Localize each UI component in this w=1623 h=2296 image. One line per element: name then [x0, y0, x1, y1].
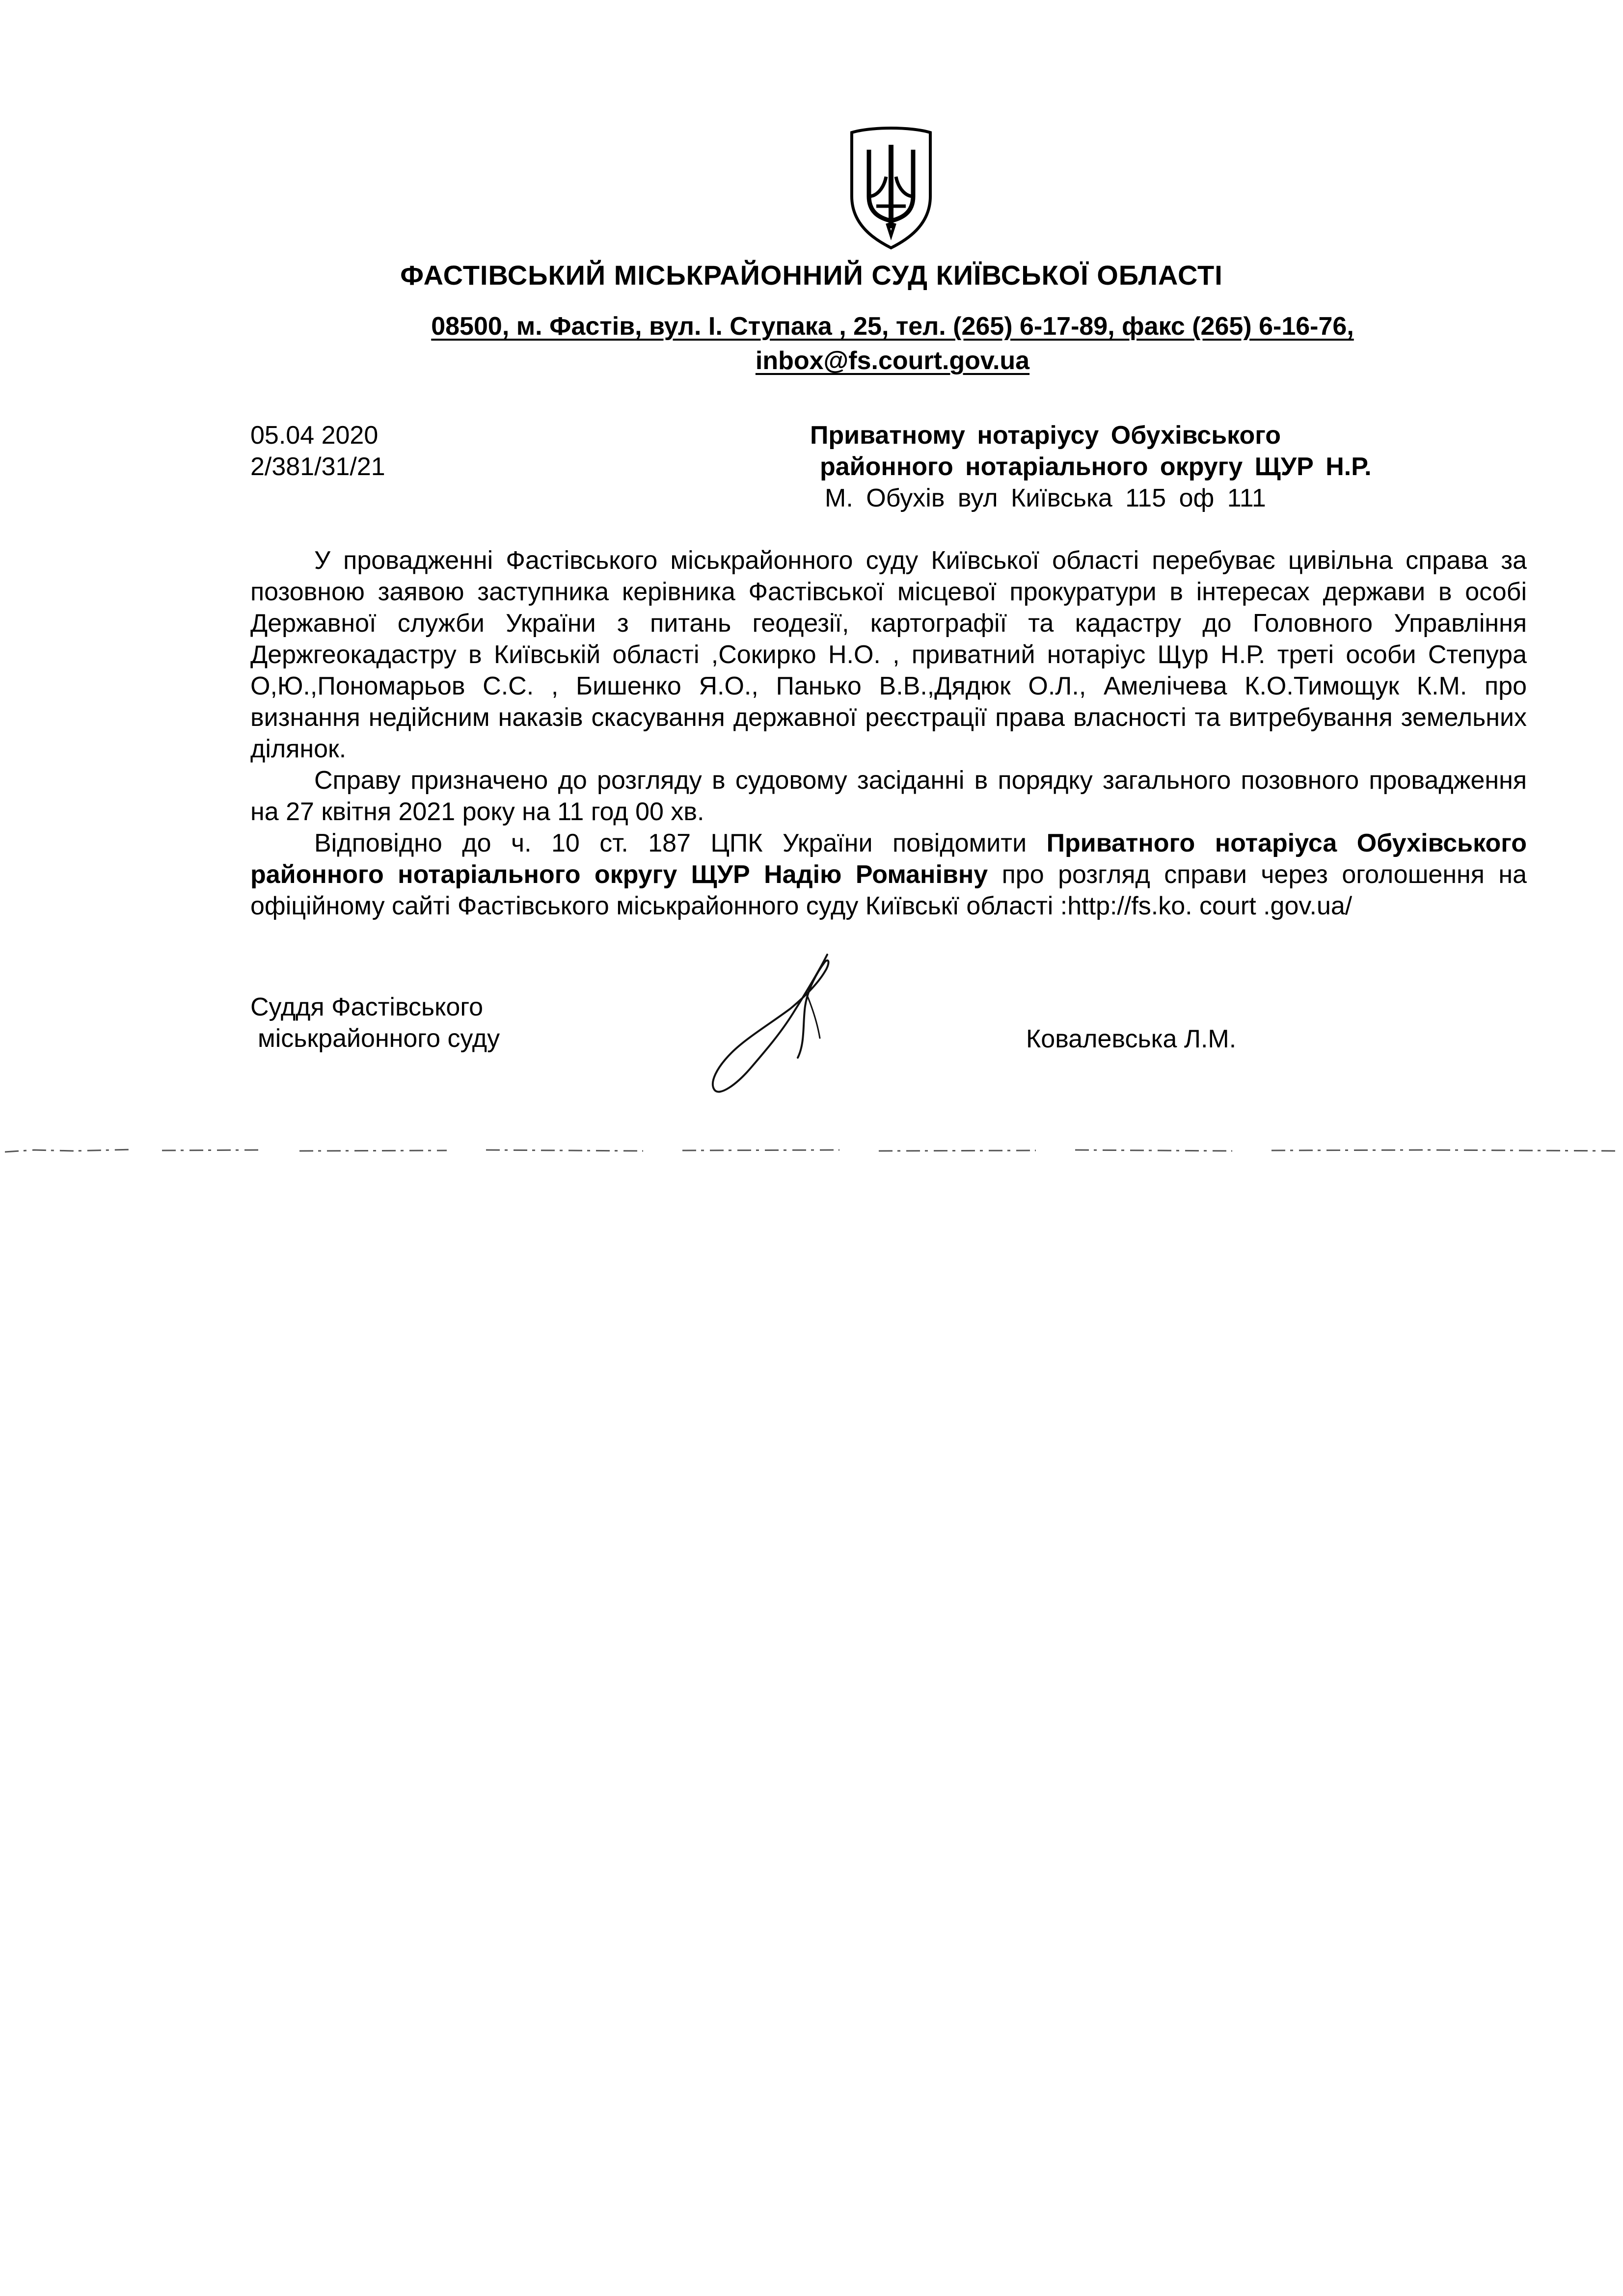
court-address [387, 309, 1398, 378]
paragraph-case-description: У провадженні Фастівського міськрайонного суду Київської області перебуває цивільна справа за позовною заявою заступника керівника Фастівської місцевої прокуратури в інтересах держави в особі Державної служби України з питань геодезії, картографії та кадастру до Головного Управління Держгеокадастру в Київській області ,Сокирко Н.О. , приватний нотаріус Щур Н.Р. треті особи Степура О,Ю.,Пономарьов С.С. , Бишенко Я.О., Панько В.В.,Дядюк О.Л., Амелічева К.О.Тимощук К.М. про визнання недійсним наказів скасування державної реєстрації права власності та витребування земельних ділянок. [250, 546, 1527, 763]
letter-body [250, 545, 1527, 922]
notification-text-start: Відповідно до ч. 10 ст. 187 ЦПК України повідомити [314, 829, 1047, 857]
judge-position [250, 991, 500, 1054]
document-meta [250, 420, 385, 482]
document-date: 05.04 2020 [250, 421, 379, 450]
paragraph-hearing-date: Справу призначено до розгляду в судовому засіданні в порядку загального позовного провадження на 27 квітня 2021 року на 11 год 00 хв. [250, 766, 1527, 826]
scan-artifact-line [5, 1146, 1620, 1156]
court-name: ФАСТІВСЬКИЙ МІСЬКРАЙОННИЙ СУД КИЇВСЬКОЇ ОБЛАСТІ [400, 260, 1223, 291]
paragraph-notification [250, 828, 1527, 922]
trident-emblem-icon [842, 123, 940, 250]
notification-addressee: Приватного нотаріуса Обухівського районного нотаріального округу ЩУР Надію Романівну [250, 829, 1527, 889]
recipient-line-1: Приватному нотаріусу Обухівського [810, 421, 1281, 450]
court-address-line: 08500, м. Фастів, вул. І. Ступака , 25, тел. (265) 6-17-89, факс (265) 6-16-76, [431, 312, 1354, 341]
notification-text-end: про розгляд справи через оголошення на офіційному сайті Фастівського міськрайонного суду Київськї області :http://fs.ko. court .gov.ua/ [250, 860, 1527, 920]
judge-position-line-2: міськрайонного суду [258, 1024, 500, 1053]
recipient-address: М. Обухів вул Київська 115 оф 111 [825, 484, 1266, 512]
recipient-block [810, 420, 1372, 514]
court-email: inbox@fs.court.gov.ua [755, 347, 1030, 375]
recipient-line-2: районного нотаріального округу ЩУР Н.Р. [820, 453, 1372, 481]
handwritten-signature [707, 950, 844, 1102]
judge-position-line-1: Суддя Фастівського [250, 993, 484, 1021]
judge-name: Ковалевська Л.М. [1026, 1025, 1237, 1053]
case-number: 2/381/31/21 [250, 453, 385, 481]
